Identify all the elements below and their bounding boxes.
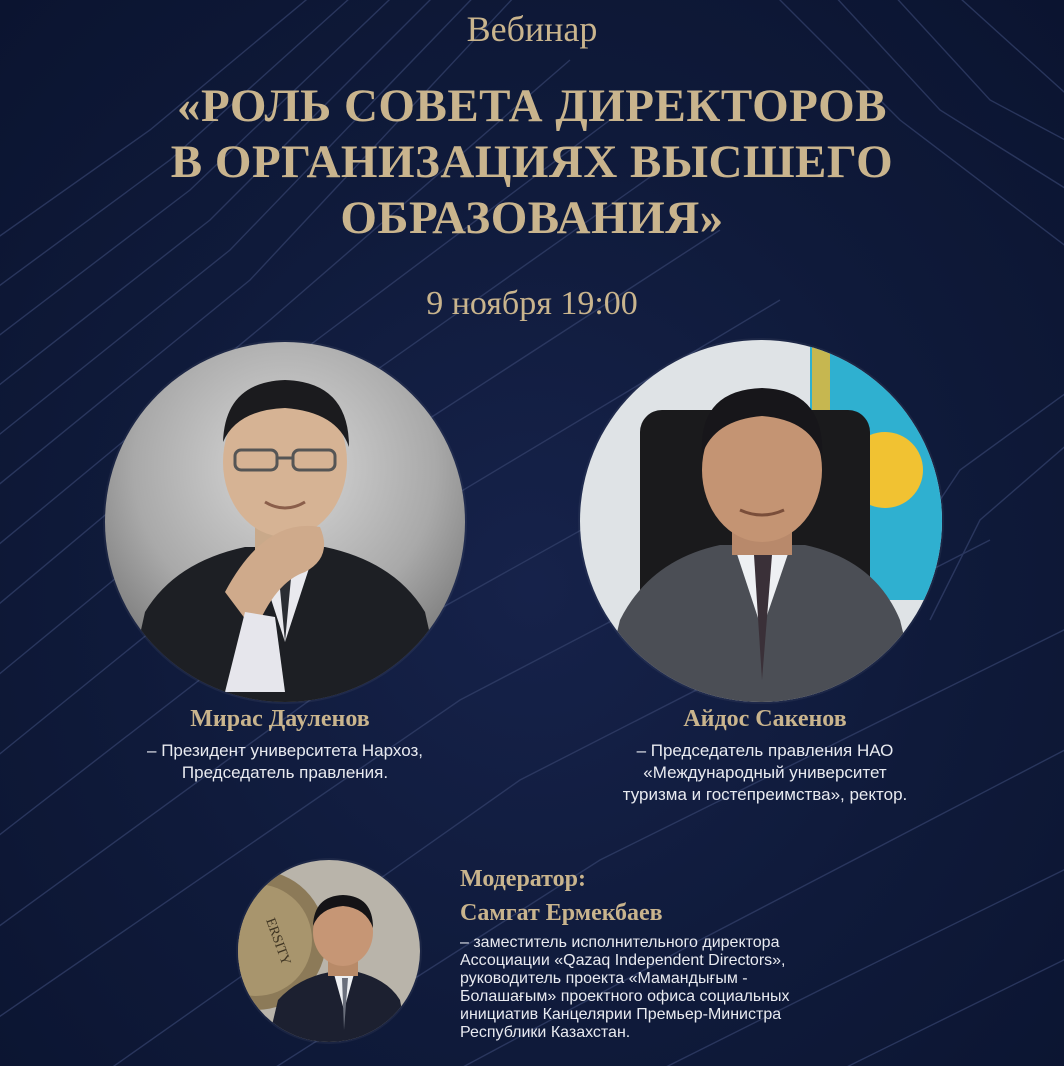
moderator-portrait-illustration (238, 860, 420, 1042)
seal-lettering: ERSITY (262, 916, 294, 968)
speaker-name-1: Мирас Дауленов (190, 706, 370, 732)
moderator-role (460, 934, 880, 1042)
title-line-2: В ОРГАНИЗАЦИЯХ ВЫСШЕГО (170, 136, 894, 188)
speaker-photo-1 (105, 342, 465, 702)
moderator-photo (238, 860, 420, 1042)
speaker-portrait-illustration (105, 342, 465, 702)
moderator-label: Модератор: (460, 866, 586, 892)
moderator-role-line: руководитель проекта «Мамандығым - (460, 970, 748, 987)
speaker-portrait-illustration (580, 340, 942, 702)
speaker-role-line: Председатель правления. (181, 763, 389, 782)
title-line-3: ОБРАЗОВАНИЯ» (340, 192, 724, 244)
event-date: 9 ноября 19:00 (426, 285, 638, 322)
speaker-photo-2 (580, 340, 942, 702)
event-type-label: Вебинар (466, 9, 598, 49)
moderator-role-line: – заместитель исполнительного директора (460, 934, 780, 951)
speaker-role-1 (85, 740, 485, 784)
moderator-role-line: Ассоциации «Qazaq Independent Directors», (460, 952, 786, 969)
speaker-role-line: – Президент университета Нархоз, (147, 741, 423, 760)
speaker-name-2: Айдос Сакенов (683, 706, 847, 732)
moderator-role-line: Болашағым» проектного офиса социальных (460, 988, 790, 1005)
speaker-role-2 (540, 740, 990, 806)
speaker-role-line: – Председатель правления НАО (636, 741, 894, 760)
title-line-1: «РОЛЬ СОВЕТА ДИРЕКТОРОВ (176, 80, 888, 132)
moderator-role-line: инициатив Канцелярии Премьер-Министра (460, 1006, 782, 1023)
moderator-name: Самгат Ермекбаев (460, 900, 663, 926)
speaker-role-line: туризма и гостепреимства», ректор. (622, 785, 908, 804)
speaker-role-line: «Международный университет (643, 763, 887, 782)
moderator-role-line: Республики Казахстан. (460, 1024, 631, 1041)
webinar-title (0, 78, 1064, 246)
